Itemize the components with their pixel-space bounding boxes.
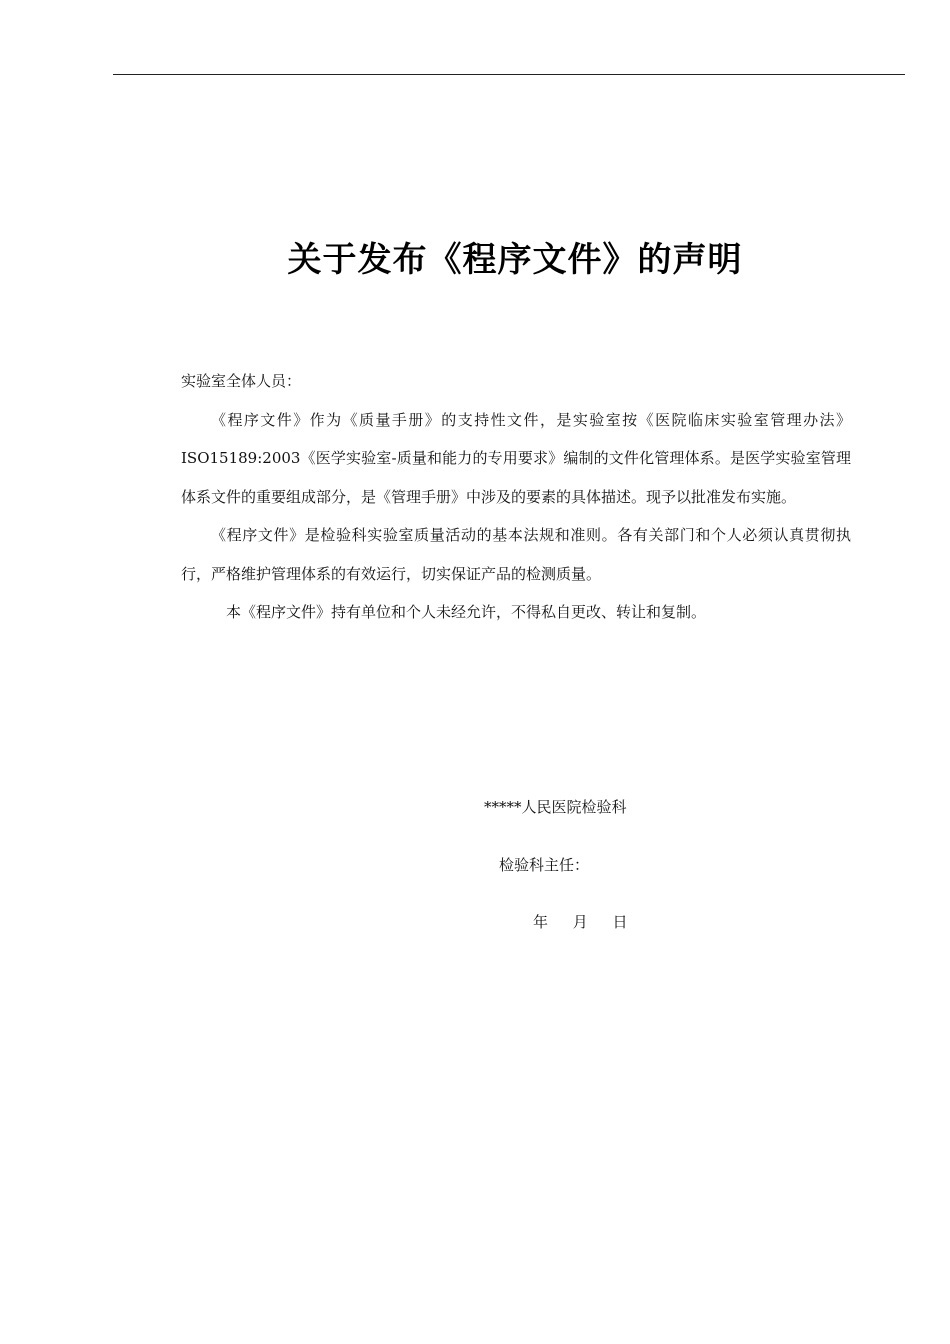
paragraph-3: 本《程序文件》持有单位和个人未经允许，不得私自更改、转让和复制。 [226, 603, 707, 621]
document-body [181, 362, 851, 632]
document-title: 关于发布《程序文件》的声明 [287, 240, 743, 280]
paragraph-2: 《程序文件》是检验科实验室质量活动的基本法规和准则。各有关部门和个人必须认真贯彻执行，严格维护管理体系的有效运行，切实保证产品的检测质量。 [181, 526, 851, 583]
salutation: 实验室全体人员： [181, 372, 302, 390]
signature-director-label: 检验科主任： [499, 856, 590, 874]
signature-date-label: 年 月 日 [533, 913, 628, 931]
header-rule [113, 74, 905, 75]
signature-organization: *****人民医院检验科 [484, 798, 627, 816]
paragraph-1: 《程序文件》作为《质量手册》的支持性文件，是实验室按《医院临床实验室管理办法》ISO15189:2003《医学实验室-质量和能力的专用要求》编制的文件化管理体系。是医学实验室管理体系文件的重要组成部分，是《管理手册》中涉及的要素的具体描述。现予以批准发布实施。 [181, 410, 851, 506]
